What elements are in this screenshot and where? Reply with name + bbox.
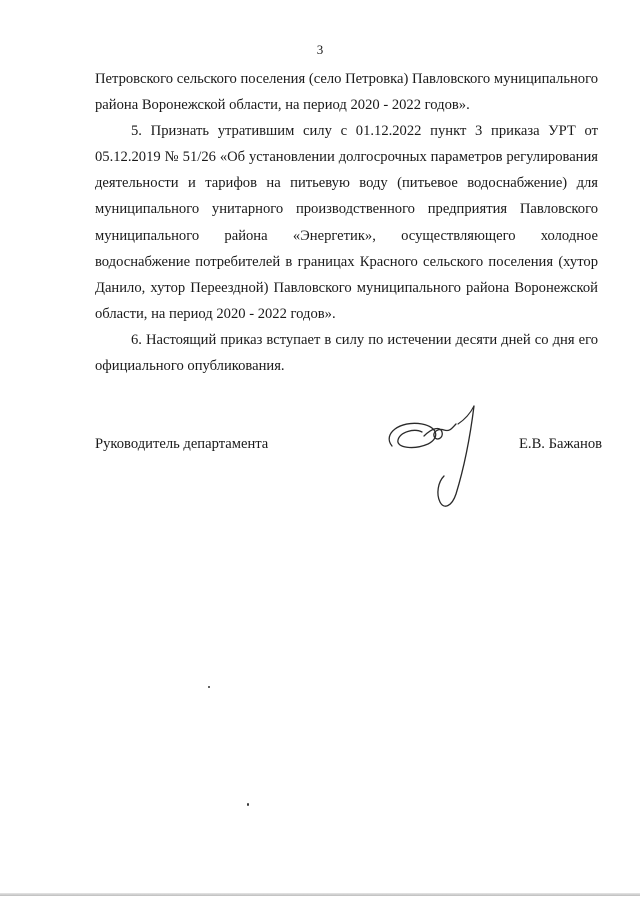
paragraph-6: 6. Настоящий приказ вступает в силу по истечении десяти дней со дня его официального опубликования. [95, 331, 598, 375]
paragraph-5: 5. Признать утратившим силу с 01.12.2022 пункт 3 приказа УРТ от 05.12.2019 № 51/26 «Об установлении долгосрочных параметров регулирования деятельности и тарифов на питьевую воду (питьевое водоснабжение) для муниципального унитарного производственного предприятия Павловского муниципального района «Энергетик», осуществляющего холодное водоснабжение потребителей в границах Красного сельского поселения (хутор Данило, хутор Переездной) Павловского муниципального района Воронежской области, на период 2020 - 2022 годов». [95, 123, 598, 322]
paragraph-continuation: Петровского сельского поселения (село Петровка) Павловского муниципального района Воронежской области, на период 2020 - 2022 годов». [95, 71, 598, 114]
scan-speck [208, 686, 210, 688]
document-body [95, 66, 598, 379]
scan-bottom-edge [0, 893, 640, 896]
signer-name: Е.В. Бажанов [519, 436, 603, 452]
handwritten-signature [378, 398, 488, 518]
signer-position: Руководитель департамента [95, 436, 269, 452]
scan-speck [247, 803, 249, 806]
page-number: 3 [316, 42, 324, 57]
